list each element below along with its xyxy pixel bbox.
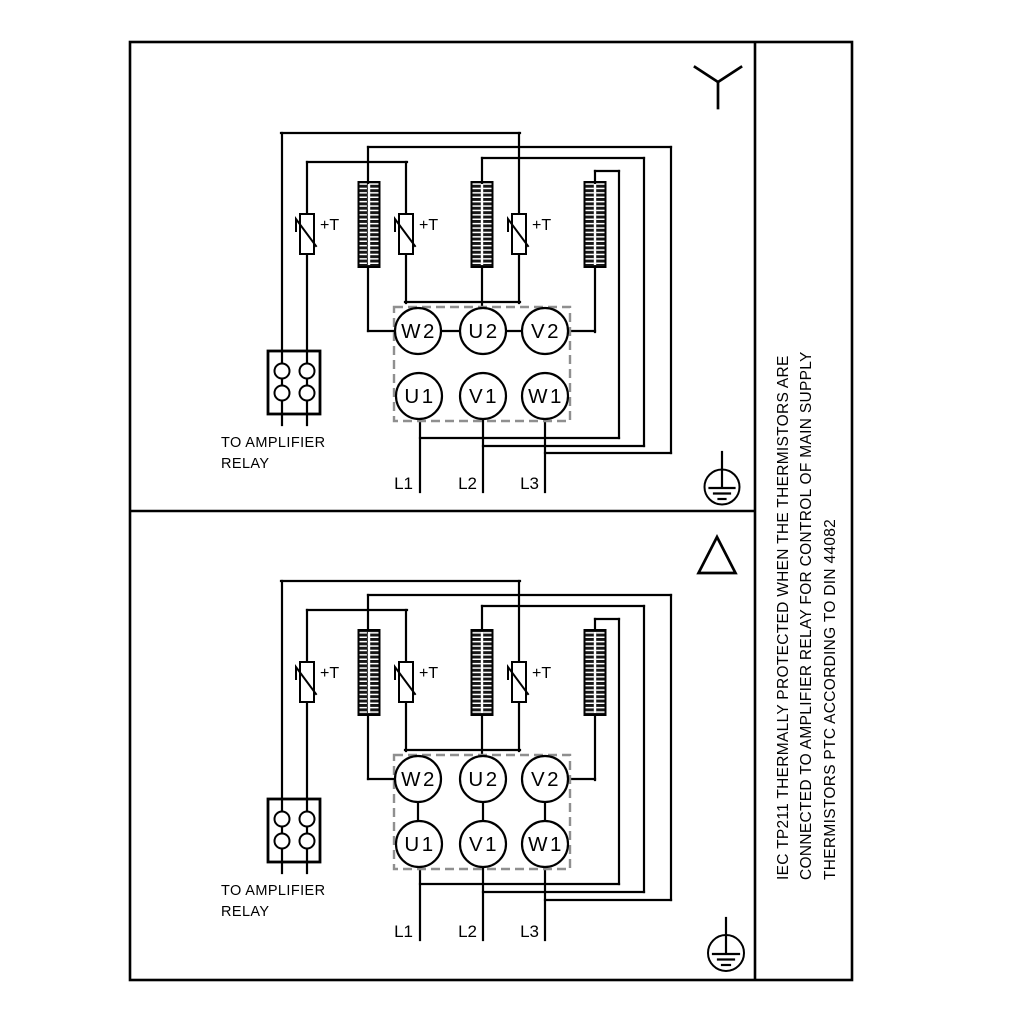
supply-phases (394, 922, 539, 941)
relay-caption-line2: RELAY (221, 456, 270, 472)
phase-label-l3: L3 (520, 922, 539, 941)
amplifier-relay-terminal (221, 799, 325, 920)
delta-icon (699, 537, 736, 573)
relay-caption-line2: RELAY (221, 904, 270, 920)
phase-label-l2: L2 (458, 474, 477, 493)
thermistor-label: +T (320, 217, 340, 234)
terminal-label-w1: W1 (528, 833, 564, 856)
relay-contact (300, 812, 315, 827)
relay-caption-line1: TO AMPLIFIER (221, 435, 326, 451)
phase-label-l1: L1 (394, 922, 413, 941)
ground-icon (708, 918, 744, 971)
relay-contact (275, 364, 290, 379)
thermistors (296, 662, 551, 702)
terminal-label-w2: W2 (401, 320, 437, 343)
relay-contact (275, 386, 290, 401)
thermistors (296, 214, 551, 254)
ground-icon (705, 452, 740, 505)
star-icon (695, 67, 741, 108)
terminal-label-v2: V2 (530, 320, 562, 343)
terminal-label-u2: U2 (468, 768, 500, 791)
thermistor-label: +T (419, 665, 439, 682)
thermistor-label: +T (419, 217, 439, 234)
phase-label-l2: L2 (458, 922, 477, 941)
side-note-line: THERMISTORS PTC ACCORDING TO DIN 44082 (821, 518, 839, 880)
relay-contact (275, 834, 290, 849)
thermistor-label: +T (320, 665, 340, 682)
relay-caption-line1: TO AMPLIFIER (221, 883, 326, 899)
relay-box (268, 799, 320, 862)
thermistor-label: +T (532, 665, 552, 682)
side-note-line: IEC TP211 THERMALLY PROTECTED WHEN THE THERMISTORS ARE (775, 355, 792, 880)
terminal-label-v1: V1 (468, 385, 500, 408)
terminal-label-v2: V2 (530, 768, 562, 791)
star-connection-section (221, 67, 741, 505)
terminal-label-v1: V1 (468, 833, 500, 856)
terminal-label-u1: U1 (404, 385, 436, 408)
thermistor-label: +T (532, 217, 552, 234)
terminal-label-u2: U2 (468, 320, 500, 343)
side-note-column (755, 42, 852, 980)
supply-phases (394, 474, 539, 493)
relay-box (268, 351, 320, 414)
terminal-label-u1: U1 (404, 833, 436, 856)
terminal-label-w2: W2 (401, 768, 437, 791)
relay-contact (275, 812, 290, 827)
relay-contact (300, 364, 315, 379)
relay-contact (300, 386, 315, 401)
terminal-block (394, 307, 570, 421)
relay-contact (300, 834, 315, 849)
delta-connection-section (221, 537, 744, 971)
side-note-line: CONNECTED TO AMPLIFIER RELAY FOR CONTROL OF MAIN SUPPLY (798, 351, 816, 880)
amplifier-relay-terminal (221, 351, 325, 472)
phase-label-l1: L1 (394, 474, 413, 493)
terminal-label-w1: W1 (528, 385, 564, 408)
phase-label-l3: L3 (520, 474, 539, 493)
